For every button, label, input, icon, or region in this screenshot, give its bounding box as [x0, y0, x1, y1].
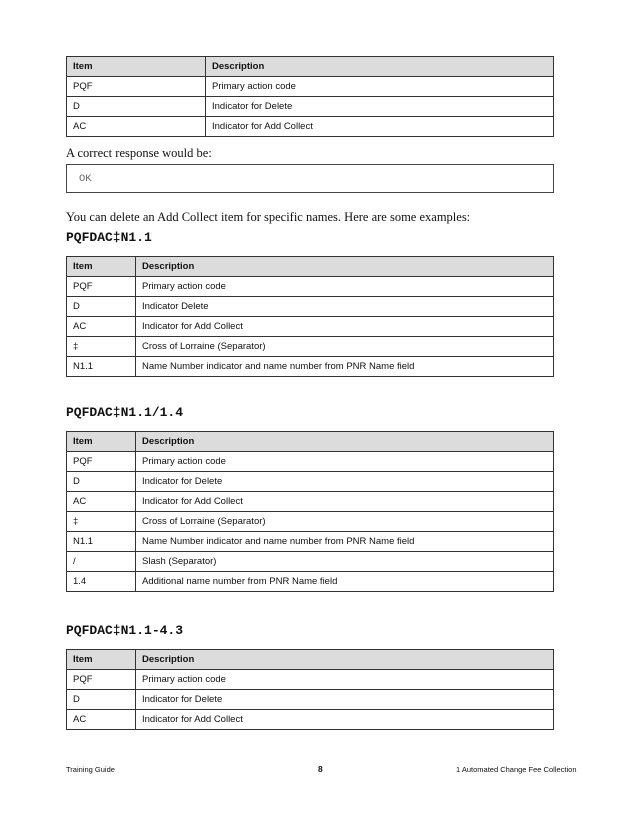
column-header: Item: [67, 650, 136, 670]
table-row: [67, 297, 554, 317]
description-cell: Slash (Separator): [136, 552, 554, 572]
table-row: [67, 337, 554, 357]
table-4: [66, 649, 554, 730]
table-header-row: [67, 57, 554, 77]
column-header: Description: [206, 57, 554, 77]
item-cell: PQF: [67, 77, 206, 97]
description-cell: Indicator for Add Collect: [136, 710, 554, 730]
table-row: [67, 710, 554, 730]
definition-table: [66, 649, 554, 730]
item-cell: PQF: [67, 452, 136, 472]
table-row: [67, 512, 554, 532]
table-header-row: [67, 432, 554, 452]
item-cell: PQF: [67, 670, 136, 690]
description-cell: Name Number indicator and name number from PNR Name field: [136, 532, 554, 552]
item-cell: D: [67, 472, 136, 492]
response-value: OK: [79, 173, 92, 185]
column-header: Description: [136, 257, 554, 277]
description-cell: Cross of Lorraine (Separator): [136, 337, 554, 357]
table-row: [67, 277, 554, 297]
table-row: [67, 77, 554, 97]
example-command-2: PQFDAC‡N1.1/1.4: [66, 405, 184, 420]
column-header: Item: [67, 57, 206, 77]
description-cell: Primary action code: [206, 77, 554, 97]
description-cell: Additional name number from PNR Name field: [136, 572, 554, 592]
example-command-1: PQFDAC‡N1.1: [66, 230, 152, 245]
table-row: [67, 317, 554, 337]
item-cell: AC: [67, 117, 206, 137]
item-cell: N1.1: [67, 357, 136, 377]
item-cell: AC: [67, 710, 136, 730]
response-box: [66, 164, 554, 193]
table-header-row: [67, 257, 554, 277]
description-cell: Indicator for Delete: [206, 97, 554, 117]
footer-right: 1 Automated Change Fee Collection: [456, 765, 577, 774]
table-1: [66, 56, 554, 137]
table-row: [67, 492, 554, 512]
table-row: [67, 472, 554, 492]
table-row: [67, 97, 554, 117]
table-row: [67, 532, 554, 552]
column-header: Description: [136, 650, 554, 670]
item-cell: D: [67, 690, 136, 710]
table-row: [67, 452, 554, 472]
table-2: [66, 256, 554, 377]
description-cell: Primary action code: [136, 452, 554, 472]
description-cell: Indicator for Delete: [136, 472, 554, 492]
item-cell: PQF: [67, 277, 136, 297]
item-cell: D: [67, 97, 206, 117]
column-header: Item: [67, 432, 136, 452]
table-row: [67, 552, 554, 572]
item-cell: ‡: [67, 337, 136, 357]
description-cell: Indicator for Add Collect: [136, 492, 554, 512]
page-number: 8: [318, 764, 323, 774]
description-cell: Name Number indicator and name number from PNR Name field: [136, 357, 554, 377]
table-row: [67, 572, 554, 592]
description-cell: Indicator for Add Collect: [206, 117, 554, 137]
description-cell: Indicator Delete: [136, 297, 554, 317]
description-cell: Primary action code: [136, 277, 554, 297]
example-command-3: PQFDAC‡N1.1-4.3: [66, 623, 184, 638]
delete-intro: You can delete an Add Collect item for specific names. Here are some examples:: [66, 210, 471, 224]
table-3: [66, 431, 554, 592]
column-header: Description: [136, 432, 554, 452]
description-cell: Cross of Lorraine (Separator): [136, 512, 554, 532]
description-cell: Indicator for Add Collect: [136, 317, 554, 337]
description-cell: Indicator for Delete: [136, 690, 554, 710]
response-intro: A correct response would be:: [66, 146, 212, 160]
item-cell: D: [67, 297, 136, 317]
description-cell: Primary action code: [136, 670, 554, 690]
column-header: Item: [67, 257, 136, 277]
table-row: [67, 357, 554, 377]
table-header-row: [67, 650, 554, 670]
footer-left: Training Guide: [66, 765, 115, 774]
item-cell: AC: [67, 492, 136, 512]
definition-table: [66, 256, 554, 377]
definition-table: [66, 431, 554, 592]
table-row: [67, 690, 554, 710]
item-cell: 1.4: [67, 572, 136, 592]
item-cell: /: [67, 552, 136, 572]
item-cell: AC: [67, 317, 136, 337]
definition-table: [66, 56, 554, 137]
table-row: [67, 670, 554, 690]
item-cell: N1.1: [67, 532, 136, 552]
table-row: [67, 117, 554, 137]
item-cell: ‡: [67, 512, 136, 532]
